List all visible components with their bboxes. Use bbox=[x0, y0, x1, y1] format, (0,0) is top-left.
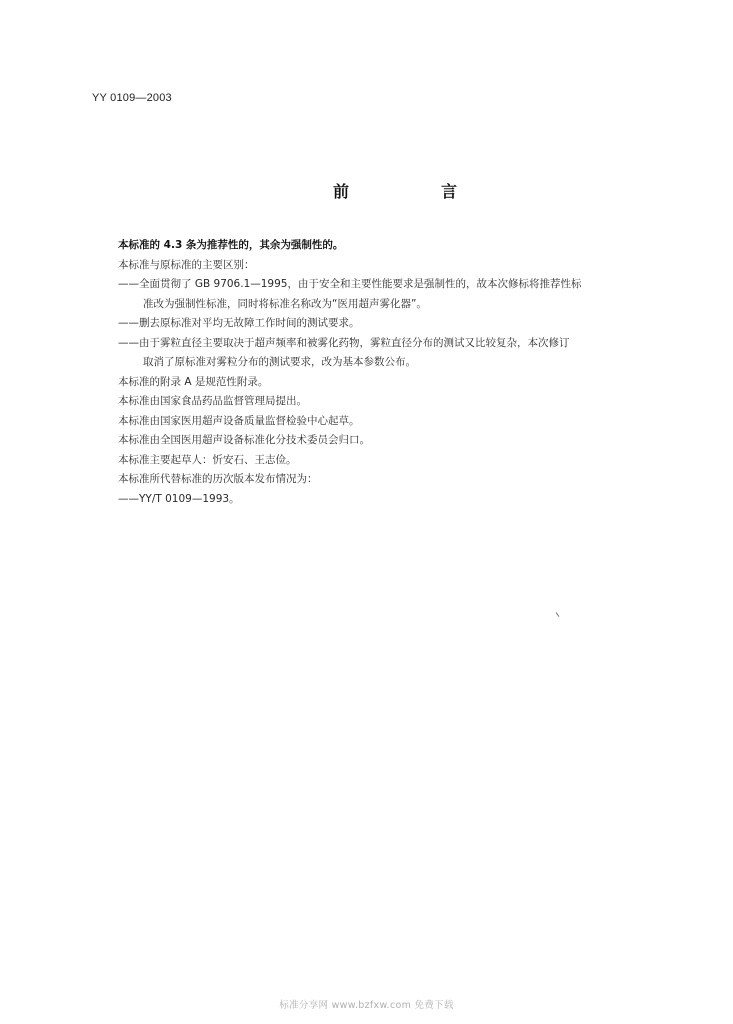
page-title: 前 言 bbox=[333, 182, 496, 201]
paragraph-annex: 本标准的附录 A 是规范性附录。 bbox=[118, 375, 269, 388]
paragraph-difference-3 bbox=[118, 334, 648, 373]
paragraph-difference-1-line2: 准改为强制性标准，同时将标准名称改为“医用超声雾化器”。 bbox=[143, 297, 427, 310]
document-code: YY 0109—2003 bbox=[92, 92, 172, 104]
paragraph-difference-3-line2: 取消了原标准对雾粒分布的测试要求，改为基本参数公布。 bbox=[143, 356, 416, 368]
footer-watermark: 标准分享网 www.bzfxw.com 免费下载 bbox=[279, 1000, 454, 1011]
paragraph-previous-editions: 本标准所代替标准的历次版本发布情况为： bbox=[118, 473, 318, 485]
paragraph-main-drafters: 本标准主要起草人：忻安石、王志俭。 bbox=[118, 453, 297, 466]
foreword-body bbox=[118, 236, 648, 509]
paragraph-recommended-clause: 本标准的 4.3 条为推荐性的，其余为强制性的。 bbox=[118, 239, 344, 251]
paragraph-difference-2: ——删去原标准对平均无故障工作时间的测试要求。 bbox=[118, 317, 360, 329]
paragraph-difference-3-line1: ——由于雾粒直径主要取决于超声频率和被雾化药物，雾粒直径分布的测试又比较复杂，本次修订 bbox=[118, 336, 570, 349]
paragraph-centralized-by: 本标准由全国医用超声设备标准化分技术委员会归口。 bbox=[118, 434, 370, 446]
scan-artifact-mark bbox=[556, 612, 560, 617]
paragraph-proposed-by: 本标准由国家食品药品监督管理局提出。 bbox=[118, 395, 307, 407]
paragraph-main-differences: 本标准与原标准的主要区别： bbox=[118, 258, 255, 271]
paragraph-difference-1-line1: ——全面贯彻了 GB 9706.1—1995，由于安全和主要性能要求是强制性的，故本次修标将推荐性标 bbox=[118, 278, 582, 290]
paragraph-difference-1 bbox=[118, 275, 648, 314]
paragraph-previous-edition-item: ——YY/T 0109—1993。 bbox=[118, 492, 240, 505]
paragraph-drafted-by: 本标准由国家医用超声设备质量监督检验中心起草。 bbox=[118, 414, 360, 427]
